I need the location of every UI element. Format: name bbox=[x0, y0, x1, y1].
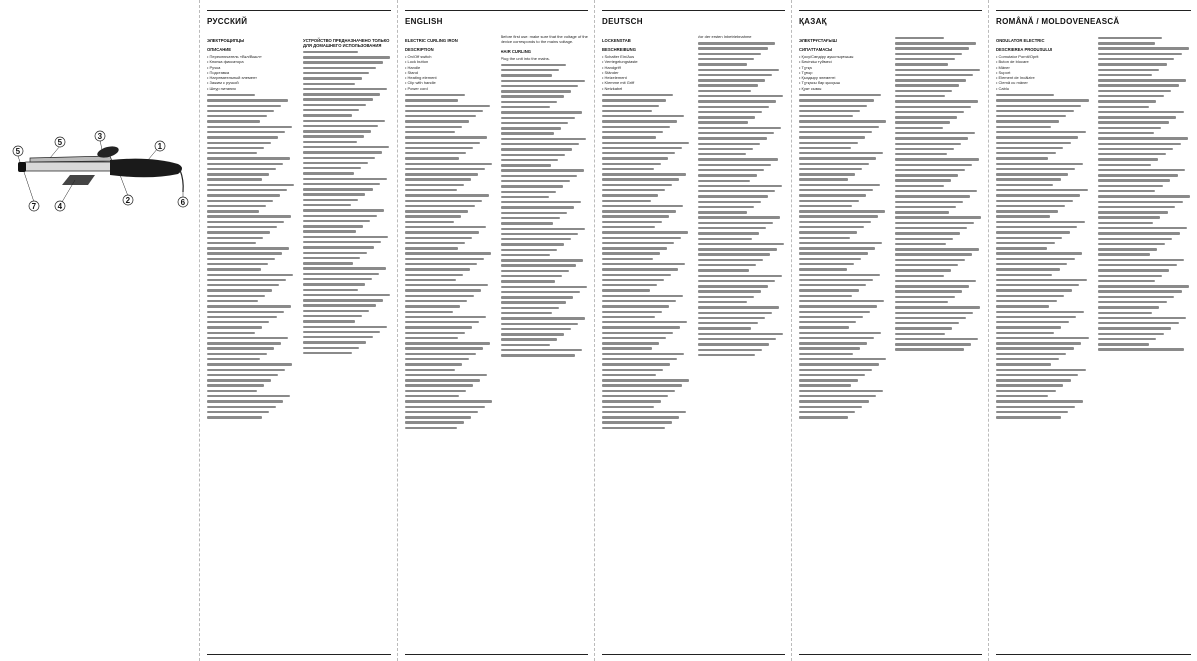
body-text-lines bbox=[207, 94, 295, 419]
list-item: • Comutator Pornit/Oprit bbox=[996, 54, 1090, 59]
list-item: • Тұтқасы бар қысқыш bbox=[799, 80, 887, 85]
text-block bbox=[996, 34, 1090, 654]
section-heading: УСТРОЙСТВО ПРЕДНАЗНАЧЕНО ТОЛЬКО ДЛЯ ДОМАШНЕГО ИСПОЛЬЗОВАНИЯ bbox=[303, 38, 390, 48]
column-title: DEUTSCH bbox=[602, 17, 643, 26]
parts-list bbox=[996, 54, 1090, 91]
parts-list bbox=[405, 54, 493, 91]
text-block bbox=[698, 34, 786, 654]
paragraph: Vor der ersten Inbetriebnahme bbox=[697, 34, 752, 39]
list-item: • Handle bbox=[405, 65, 493, 70]
section-heading: ONDULATOR ELECTRIC bbox=[996, 38, 1045, 43]
body-text-lines bbox=[405, 94, 493, 429]
section-heading: СИПАТТАМАСЫ bbox=[799, 47, 833, 52]
text-block bbox=[501, 34, 589, 654]
list-item: • Handgriff bbox=[602, 65, 690, 70]
list-item: • Clip with handle bbox=[405, 80, 493, 85]
bottom-rule bbox=[996, 654, 1191, 655]
column-title: ҚАЗАҚ bbox=[799, 17, 827, 26]
section-heading: HAIR CURLING bbox=[500, 48, 531, 54]
language-column-ro bbox=[988, 0, 1197, 661]
list-item: • Element de încălzire bbox=[996, 75, 1090, 80]
list-item: • Cablu bbox=[996, 86, 1090, 91]
bottom-rule bbox=[207, 654, 391, 655]
list-item: • Қыздыру элементі bbox=[799, 75, 887, 80]
curling-iron-drawing bbox=[0, 120, 199, 230]
text-block bbox=[1098, 34, 1192, 654]
top-rule bbox=[207, 10, 391, 11]
parts-list bbox=[207, 54, 295, 91]
list-item: • Переключатель «Вкл/Выкл» bbox=[207, 54, 295, 59]
list-item: • Netzkabel bbox=[602, 86, 690, 91]
bottom-rule bbox=[799, 654, 982, 655]
body-text-lines bbox=[799, 94, 887, 419]
column-title: РУССКИЙ bbox=[207, 17, 248, 26]
section-heading: LOCKENSTAB bbox=[602, 38, 631, 43]
text-block bbox=[602, 34, 690, 654]
body-text-lines bbox=[602, 94, 690, 429]
top-rule bbox=[799, 10, 982, 11]
list-item: • Тұғыр bbox=[799, 70, 887, 75]
list-item: • Heizelement bbox=[602, 75, 690, 80]
list-item: • On/Off switch bbox=[405, 54, 493, 59]
callout-4: 4 bbox=[57, 202, 63, 211]
text-block bbox=[799, 34, 887, 654]
list-item: • Тұтқа bbox=[799, 65, 887, 70]
list-item: • Mâner bbox=[996, 65, 1090, 70]
callout-5b: 5 bbox=[15, 147, 21, 156]
section-heading: ОПИСАНИЕ bbox=[207, 47, 232, 52]
bottom-rule bbox=[405, 654, 588, 655]
list-item: • Шнур питания bbox=[207, 86, 295, 91]
product-illustration bbox=[0, 0, 199, 661]
list-item: • Clemă cu mâner bbox=[996, 80, 1090, 85]
list-item: • Heating element bbox=[405, 75, 493, 80]
list-item: • Ручка bbox=[207, 65, 295, 70]
section-heading: ЭЛЕКТРОЩИПЦЫ bbox=[207, 38, 245, 43]
list-item: • Schalter Ein/Aus bbox=[602, 54, 690, 59]
callout-7: 7 bbox=[31, 202, 37, 211]
body-text-lines bbox=[1098, 37, 1192, 351]
section-heading: ELECTRIC CURLING IRON bbox=[405, 38, 458, 43]
list-item: • Power cord bbox=[405, 86, 493, 91]
list-item: • Stand bbox=[405, 70, 493, 75]
callout-3: 3 bbox=[97, 132, 103, 141]
parts-list bbox=[799, 54, 887, 91]
body-text-lines bbox=[303, 51, 391, 354]
list-item: • Buton de blocare bbox=[996, 59, 1090, 64]
list-item: • Lock button bbox=[405, 59, 493, 64]
section-heading: BESCHREIBUNG bbox=[602, 47, 636, 52]
top-rule bbox=[405, 10, 588, 11]
column-title: ENGLISH bbox=[405, 17, 443, 26]
list-item: • Klemme mit Griff bbox=[602, 80, 690, 85]
section-heading: DESCRIPTION bbox=[405, 47, 434, 52]
text-block bbox=[207, 34, 295, 654]
list-item: • Қуат сымы bbox=[799, 86, 887, 91]
section-heading: DESCRIEREA PRODUSULUI bbox=[996, 47, 1053, 52]
bottom-rule bbox=[602, 654, 785, 655]
column-title: ROMÂNĂ / MOLDOVENEASCĂ bbox=[996, 17, 1120, 26]
body-text-lines bbox=[895, 37, 983, 351]
body-text-lines bbox=[996, 94, 1090, 419]
language-column-ru bbox=[199, 0, 397, 661]
paragraph: Plug the unit into the mains. bbox=[500, 55, 550, 61]
top-rule bbox=[602, 10, 785, 11]
list-item: • Подставка bbox=[207, 70, 295, 75]
list-item: • Нагревательный элемент bbox=[207, 75, 295, 80]
list-item: • Бекіткіш түймесі bbox=[799, 59, 887, 64]
list-item: • Ständer bbox=[602, 70, 690, 75]
list-item: • Қосу/Сөндіру ауыстырғышы bbox=[799, 54, 887, 59]
list-item: • Verriegelungstaste bbox=[602, 59, 690, 64]
body-text-lines bbox=[698, 42, 786, 356]
list-item: • Зажим с ручкой bbox=[207, 80, 295, 85]
callout-2: 2 bbox=[125, 196, 131, 205]
callout-5: 5 bbox=[57, 138, 63, 147]
text-block bbox=[303, 34, 391, 654]
body-text-lines bbox=[501, 64, 589, 357]
language-column-kz bbox=[791, 0, 988, 661]
text-block bbox=[405, 34, 493, 654]
top-rule bbox=[996, 10, 1191, 11]
paragraph: Before first use: make sure that the voltage of the device corresponds to the mains voltage. bbox=[500, 34, 588, 45]
callout-6: 6 bbox=[180, 198, 186, 207]
section-heading: ЭЛЕКТРҰСТАҒЫШ bbox=[799, 38, 837, 43]
parts-list bbox=[602, 54, 690, 91]
callout-1: 1 bbox=[157, 142, 163, 151]
language-column-de bbox=[594, 0, 791, 661]
text-block bbox=[895, 34, 983, 654]
language-column-en bbox=[397, 0, 594, 661]
list-item: • Suport bbox=[996, 70, 1090, 75]
list-item: • Кнопка фиксатора bbox=[207, 59, 295, 64]
